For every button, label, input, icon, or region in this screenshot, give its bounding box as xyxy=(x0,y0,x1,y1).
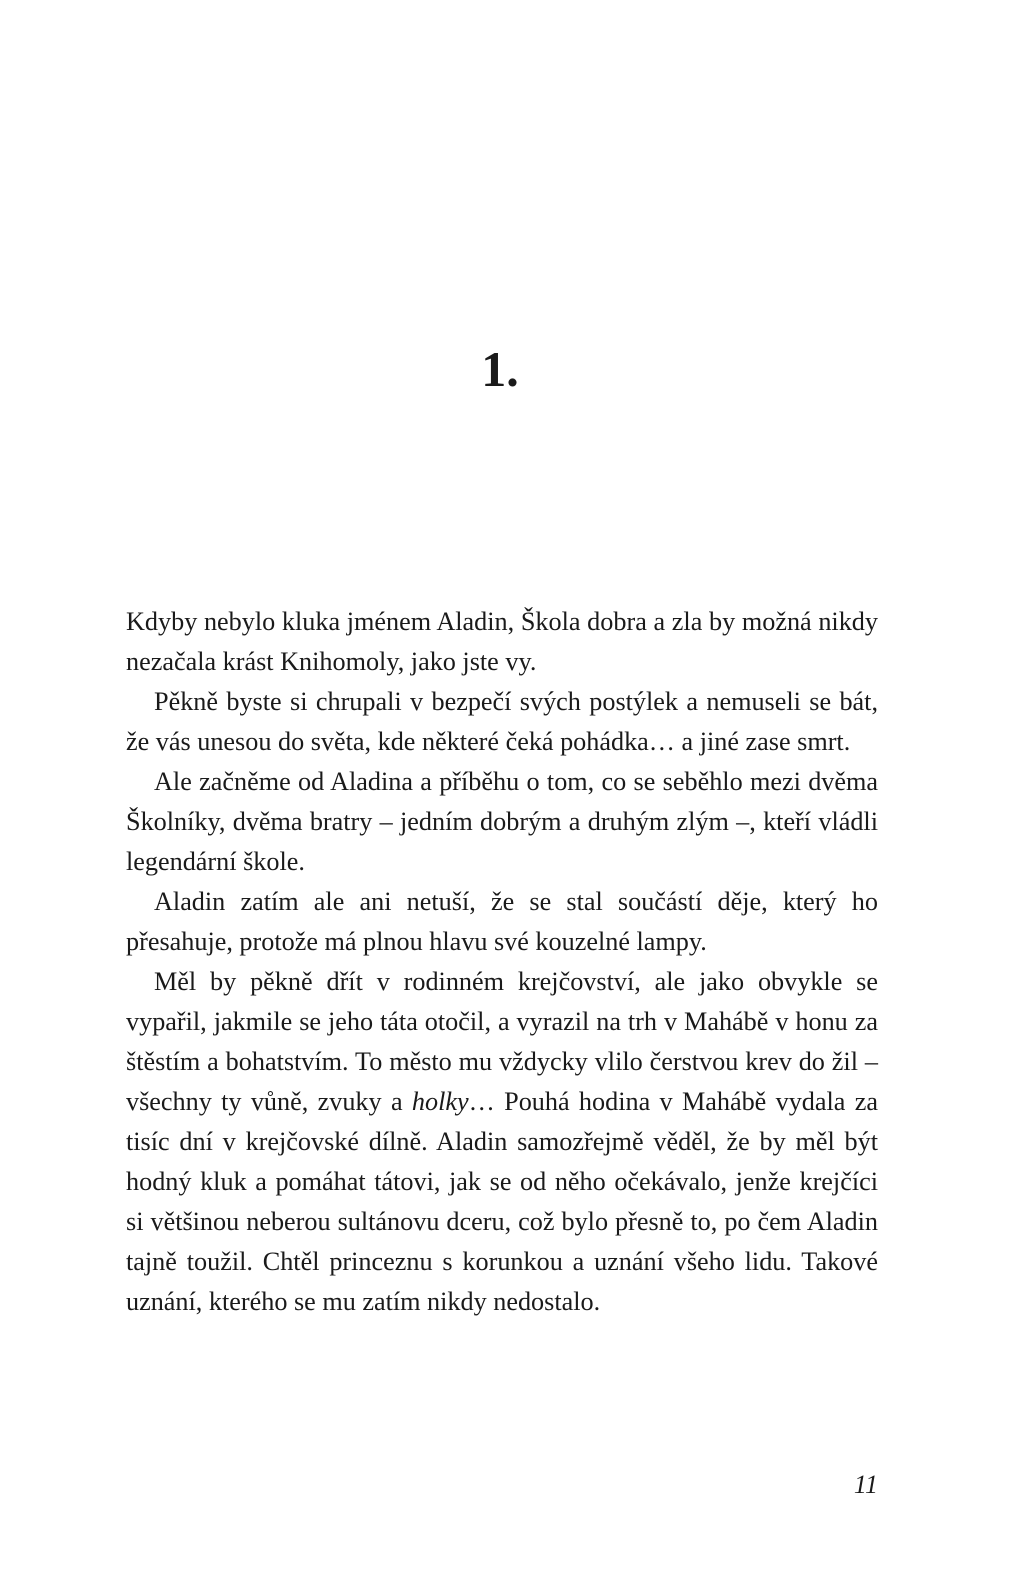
paragraph-text: Pěkně byste si chrupali v bezpečí svých postýlek a nemuseli se bát, že vás unesou do světa, kde některé čeká pohádka… a jiné zase smrt. xyxy=(126,687,878,756)
paragraph-1 xyxy=(126,602,878,682)
page-number: 11 xyxy=(853,1470,878,1499)
chapter-body xyxy=(126,602,878,1322)
paragraph-2 xyxy=(126,682,878,762)
paragraph-3 xyxy=(126,762,878,882)
paragraph-text: Aladin zatím ale ani netuší, že se stal součástí děje, který ho přesahuje, protože má plnou hlavu své kouzelné lampy. xyxy=(126,887,878,956)
emphasized-word: holky xyxy=(411,1087,469,1116)
paragraph-text: … Pouhá hodina v Mahábě vydala za tisíc dní v krejčovské dílně. Aladin samozřejmě věděl, že by měl být hodný kluk a pomáhat tátovi, jak se od něho očekávalo, jenže krejčíci si většinou neberou sultánovu dceru, což bylo přesně to, po čem Aladin tajně toužil. Chtěl princeznu s korunkou a uznání všeho lidu. Takové uznání, kterého se mu zatím nikdy nedostalo. xyxy=(126,1087,878,1316)
paragraph-text: Měl by pěkně dřít v rodinném krejčovství, ale jako obvykle se vypařil, jakmile se jeho táta otočil, a vyrazil na trh v Mahábě v honu za štěstím a bohatstvím. To město mu vždycky vlilo čerstvou krev do žil – všechny ty vůně, zvuky a xyxy=(126,967,878,1116)
paragraph-4 xyxy=(126,882,878,962)
chapter-number: 1. xyxy=(481,341,519,397)
paragraph-text: Ale začněme od Aladina a příběhu o tom, co se seběhlo mezi dvěma Školníky, dvěma bratry – jedním dobrým a druhým zlým –, kteří vládli legendární škole. xyxy=(126,767,878,876)
paragraph-5 xyxy=(126,962,878,1322)
paragraph-text: Kdyby nebylo kluka jménem Aladin, Škola dobra a zla by možná nikdy nezačala krást Knihomoly, jako jste vy. xyxy=(126,607,878,676)
